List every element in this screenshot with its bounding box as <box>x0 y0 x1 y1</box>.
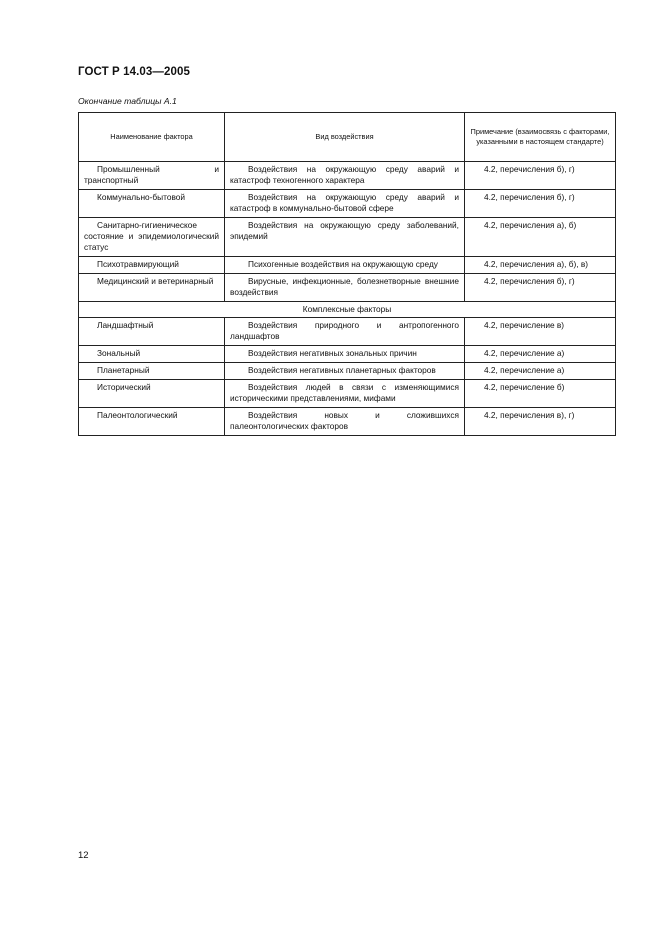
factor-name: Ландшафтный <box>79 318 225 346</box>
factor-name: Психотравмирующий <box>79 257 225 274</box>
factor-name: Палеонтологический <box>79 408 225 436</box>
factor-name: Коммунально-бытовой <box>79 190 225 218</box>
relation-note: 4.2, перечисление а) <box>465 346 616 363</box>
column-header-note: Примечание (взаимосвязь с факторами, указанными в настоящем стандарте) <box>465 113 616 162</box>
relation-note: 4.2, перечисление в) <box>465 318 616 346</box>
effect-type: Воздействия на окружающую среду аварий и катастроф в коммунально-бытовой сфере <box>225 190 465 218</box>
effect-type: Воздействия на окружающую среду заболеваний, эпидемий <box>225 218 465 257</box>
effect-type: Воздействия негативных планетарных факторов <box>225 363 465 380</box>
factor-name: Исторический <box>79 380 225 408</box>
relation-note: 4.2, перечисление а) <box>465 363 616 380</box>
effect-type: Воздействия новых и сложившихся палеонтологических факторов <box>225 408 465 436</box>
factor-name: Промышленный и транспортный <box>79 162 225 190</box>
effect-type: Вирусные, инфекционные, болезнетворные внешние воздействия <box>225 274 465 302</box>
relation-note: 4.2, перечисления в), г) <box>465 408 616 436</box>
table-row <box>79 162 616 190</box>
column-header-factor: Наименование фактора <box>79 113 225 162</box>
relation-note: 4.2, перечисления а), б), в) <box>465 257 616 274</box>
factor-name: Медицинский и ветеринарный <box>79 274 225 302</box>
factor-name: Санитарно-гигиеническое состояние и эпидемиологический статус <box>79 218 225 257</box>
table-row <box>79 190 616 218</box>
table-row <box>79 363 616 380</box>
table-row <box>79 257 616 274</box>
relation-note: 4.2, перечисления б), г) <box>465 274 616 302</box>
column-header-effect: Вид воздействия <box>225 113 465 162</box>
table-row <box>79 408 616 436</box>
factor-name: Зональный <box>79 346 225 363</box>
relation-note: 4.2, перечисления б), г) <box>465 190 616 218</box>
relation-note: 4.2, перечисления б), г) <box>465 162 616 190</box>
section-title: Комплексные факторы <box>79 302 616 318</box>
relation-note: 4.2, перечисление б) <box>465 380 616 408</box>
table-caption: Окончание таблицы А.1 <box>78 96 177 106</box>
factors-table <box>78 112 616 436</box>
relation-note: 4.2, перечисления а), б) <box>465 218 616 257</box>
page-number: 12 <box>78 850 89 861</box>
effect-type: Воздействия на окружающую среду аварий и катастроф техногенного характера <box>225 162 465 190</box>
effect-type: Воздействия негативных зональных причин <box>225 346 465 363</box>
table-row <box>79 380 616 408</box>
effect-type: Воздействия природного и антропогенного ландшафтов <box>225 318 465 346</box>
factor-name: Планетарный <box>79 363 225 380</box>
table-header-row <box>79 113 616 162</box>
table-row <box>79 318 616 346</box>
effect-type: Воздействия людей в связи с изменяющимися историческими представлениями, мифами <box>225 380 465 408</box>
document-title: ГОСТ Р 14.03—2005 <box>78 66 190 78</box>
table-row <box>79 274 616 302</box>
table-row <box>79 218 616 257</box>
table-row <box>79 346 616 363</box>
section-row <box>79 302 616 318</box>
effect-type: Психогенные воздействия на окружающую среду <box>225 257 465 274</box>
